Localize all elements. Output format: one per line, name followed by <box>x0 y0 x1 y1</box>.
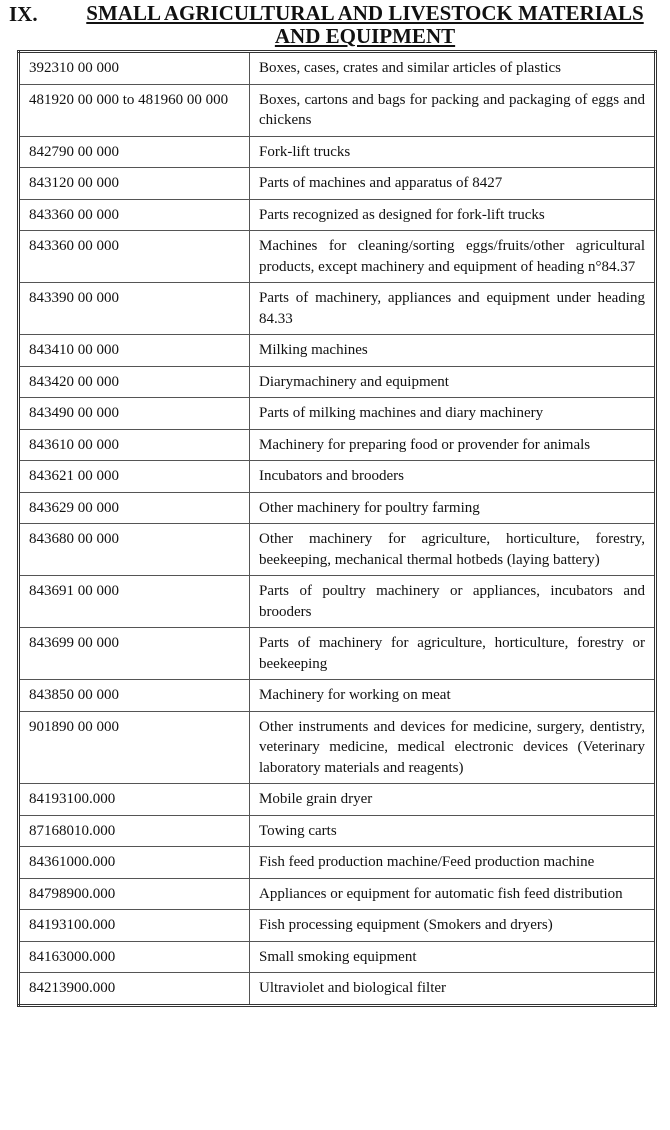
hs-code-cell: 843621 00 000 <box>19 461 250 493</box>
hs-code-cell: 843680 00 000 <box>19 524 250 576</box>
table-row <box>19 366 656 398</box>
hs-code-cell: 901890 00 000 <box>19 711 250 784</box>
table-row <box>19 199 656 231</box>
hs-code-cell: 843610 00 000 <box>19 429 250 461</box>
table-row <box>19 84 656 136</box>
table-row <box>19 680 656 712</box>
description-cell: Fork-lift trucks <box>250 136 656 168</box>
description-cell: Parts of machinery for agriculture, horticulture, forestry or beekeeping <box>250 628 656 680</box>
hs-code-cell: 843490 00 000 <box>19 398 250 430</box>
description-cell: Machinery for preparing food or provender for animals <box>250 429 656 461</box>
table-row <box>19 52 656 85</box>
table-row <box>19 335 656 367</box>
table-row <box>19 878 656 910</box>
hs-code-cell: 87168010.000 <box>19 815 250 847</box>
description-cell: Mobile grain dryer <box>250 784 656 816</box>
table-row <box>19 231 656 283</box>
hs-code-cell: 843360 00 000 <box>19 231 250 283</box>
hs-code-cell: 843360 00 000 <box>19 199 250 231</box>
description-cell: Parts recognized as designed for fork-lift trucks <box>250 199 656 231</box>
hs-code-cell: 843120 00 000 <box>19 168 250 200</box>
description-cell: Machines for cleaning/sorting eggs/fruits/other agricultural products, except machinery and equipment of heading n°84.37 <box>250 231 656 283</box>
table-row <box>19 398 656 430</box>
table-row <box>19 524 656 576</box>
description-cell: Parts of milking machines and diary machinery <box>250 398 656 430</box>
description-cell: Boxes, cartons and bags for packing and packaging of eggs and chickens <box>250 84 656 136</box>
table-row <box>19 847 656 879</box>
hs-code-cell: 84798900.000 <box>19 878 250 910</box>
table-row <box>19 429 656 461</box>
description-cell: Fish processing equipment (Smokers and dryers) <box>250 910 656 942</box>
section-heading <box>0 0 670 50</box>
table-row <box>19 628 656 680</box>
table-row <box>19 941 656 973</box>
table-row <box>19 973 656 1006</box>
description-cell: Parts of machines and apparatus of 8427 <box>250 168 656 200</box>
hs-code-cell: 84193100.000 <box>19 910 250 942</box>
table-row <box>19 784 656 816</box>
hs-code-cell: 843390 00 000 <box>19 283 250 335</box>
description-cell: Parts of poultry machinery or appliances, incubators and brooders <box>250 576 656 628</box>
hs-code-cell: 843410 00 000 <box>19 335 250 367</box>
table-row <box>19 711 656 784</box>
table-row <box>19 168 656 200</box>
hs-code-table <box>17 50 657 1007</box>
description-cell: Other machinery for agriculture, horticulture, forestry, beekeeping, mechanical thermal hotbeds (laying battery) <box>250 524 656 576</box>
description-cell: Incubators and brooders <box>250 461 656 493</box>
hs-code-cell: 84361000.000 <box>19 847 250 879</box>
table-body <box>19 52 656 1006</box>
hs-code-cell: 843420 00 000 <box>19 366 250 398</box>
hs-code-cell: 392310 00 000 <box>19 52 250 85</box>
description-cell: Fish feed production machine/Feed production machine <box>250 847 656 879</box>
hs-code-cell: 843850 00 000 <box>19 680 250 712</box>
table-row <box>19 910 656 942</box>
hs-code-cell: 843691 00 000 <box>19 576 250 628</box>
hs-code-cell: 84193100.000 <box>19 784 250 816</box>
description-cell: Other machinery for poultry farming <box>250 492 656 524</box>
table-row <box>19 136 656 168</box>
section-title <box>60 2 670 48</box>
description-cell: Milking machines <box>250 335 656 367</box>
description-cell: Towing carts <box>250 815 656 847</box>
hs-code-cell: 843629 00 000 <box>19 492 250 524</box>
table-row <box>19 283 656 335</box>
hs-code-cell: 843699 00 000 <box>19 628 250 680</box>
description-cell: Diarymachinery and equipment <box>250 366 656 398</box>
description-cell: Machinery for working on meat <box>250 680 656 712</box>
description-cell: Small smoking equipment <box>250 941 656 973</box>
table-row <box>19 815 656 847</box>
description-cell: Parts of machinery, appliances and equipment under heading 84.33 <box>250 283 656 335</box>
section-title-line-1: SMALL AGRICULTURAL AND LIVESTOCK MATERIALS <box>86 1 644 25</box>
description-cell: Ultraviolet and biological filter <box>250 973 656 1006</box>
table-row <box>19 461 656 493</box>
section-number: IX. <box>9 2 38 26</box>
hs-code-cell: 84163000.000 <box>19 941 250 973</box>
hs-code-cell: 842790 00 000 <box>19 136 250 168</box>
table-row <box>19 492 656 524</box>
hs-code-cell: 84213900.000 <box>19 973 250 1006</box>
description-cell: Boxes, cases, crates and similar articles of plastics <box>250 52 656 85</box>
section-title-line-2: AND EQUIPMENT <box>274 24 456 48</box>
hs-code-cell: 481920 00 000 to 481960 00 000 <box>19 84 250 136</box>
table-row <box>19 576 656 628</box>
description-cell: Other instruments and devices for medicine, surgery, dentistry, veterinary medicine, medical electronic devices (Veterinary laboratory materials and reagents) <box>250 711 656 784</box>
description-cell: Appliances or equipment for automatic fish feed distribution <box>250 878 656 910</box>
